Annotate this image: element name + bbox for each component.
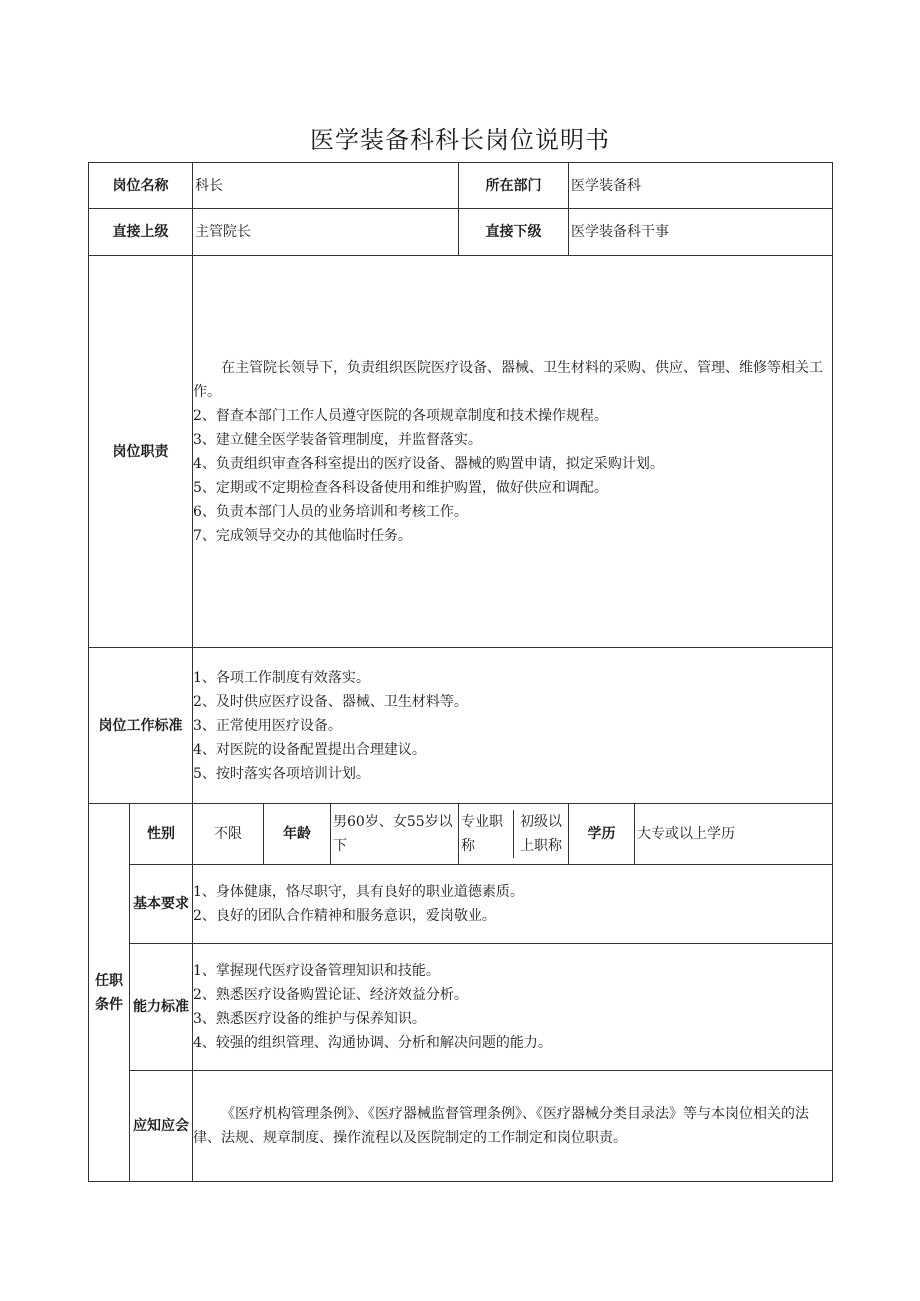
edu-value: 大专或以上学历 (635, 804, 833, 865)
title-value: 初级以上职称 (520, 814, 562, 854)
gender-label: 性别 (130, 804, 193, 865)
title-label (459, 804, 569, 865)
row-post-name (89, 163, 833, 209)
duty-item: 6、负责本部门人员的业务培训和考核工作。 (193, 503, 468, 520)
age-label: 年龄 (264, 804, 331, 865)
ability-item: 3、熟悉医疗设备的维护与保养知识。 (193, 1011, 426, 1027)
row-standards (89, 648, 833, 804)
duty-item: 3、建立健全医学装备管理制度，并监督落实。 (193, 431, 482, 448)
standard-item: 2、及时供应医疗设备、器械、卫生材料等。 (193, 693, 468, 710)
duty-item: 5、定期或不定期检查各科设备使用和维护购置，做好供应和调配。 (193, 479, 608, 496)
job-description-table (88, 162, 833, 1182)
duty-item: 4、负责组织审查各科室提出的医疗设备、器械的购置申请，拟定采购计划。 (193, 455, 664, 472)
row-knowledge (89, 1071, 833, 1182)
ability-item: 2、熟悉医疗设备购置论证、经济效益分析。 (193, 987, 468, 1003)
ability-item: 4、较强的组织管理、沟通协调、分析和解决问题的能力。 (193, 1035, 552, 1051)
standards-content (193, 648, 833, 804)
qualifications-label-line1: 任职 (95, 972, 123, 989)
qualifications-label-line2: 条件 (95, 996, 123, 1013)
basic-req-label: 基本要求 (130, 865, 193, 944)
document-title: 医学装备科科长岗位说明书 (310, 126, 610, 154)
superior-label: 直接上级 (89, 209, 193, 256)
knowledge-label: 应知应会 (130, 1071, 193, 1182)
ability-item: 1、掌握现代医疗设备管理知识和技能。 (193, 963, 440, 979)
knowledge-text: 《医疗机构管理条例》、《医疗器械监督管理条例》、《医疗器械分类目录法》等与本岗位相关的法律、法规、规章制度、操作流程以及医院制定的工作制定和岗位职责。 (193, 1106, 809, 1146)
ability-content (193, 944, 833, 1071)
subordinate-value: 医学装备科干事 (569, 209, 833, 256)
title-label-text: 专业职称 (459, 810, 514, 858)
row-superior (89, 209, 833, 256)
gender-value: 不限 (193, 804, 264, 865)
row-duties (89, 256, 833, 648)
standard-item: 4、对医院的设备配置提出合理建议。 (193, 741, 426, 758)
row-profile (89, 804, 833, 865)
age-value: 男60岁、女55岁以下 (331, 804, 459, 865)
ability-label: 能力标准 (130, 944, 193, 1071)
dept-value: 医学装备科 (569, 163, 833, 209)
post-name-label: 岗位名称 (89, 163, 193, 209)
row-basic-req (89, 865, 833, 944)
standards-label: 岗位工作标准 (89, 648, 193, 804)
edu-label: 学历 (569, 804, 635, 865)
basic-req-item: 1、身体健康，恪尽职守，具有良好的职业道德素质。 (193, 884, 524, 900)
subordinate-label: 直接下级 (459, 209, 569, 256)
duty-item: 7、完成领导交办的其他临时任务。 (193, 527, 412, 544)
basic-req-content (193, 865, 833, 944)
superior-value: 主管院长 (193, 209, 459, 256)
standard-item: 3、正常使用医疗设备。 (193, 717, 342, 734)
duty-item: 2、督查本部门工作人员遵守医院的各项规章制度和技术操作规程。 (193, 407, 608, 424)
standard-item: 1、各项工作制度有效落实。 (193, 669, 370, 686)
qualifications-label (89, 804, 130, 1182)
duties-intro: 在主管院长领导下，负责组织医院医疗设备、器械、卫生材料的采购、供应、管理、维修等相关工作。 (193, 359, 823, 400)
duties-content (193, 256, 833, 648)
knowledge-content (193, 1071, 833, 1182)
dept-label: 所在部门 (459, 163, 569, 209)
basic-req-item: 2、良好的团队合作精神和服务意识，爱岗敬业。 (193, 908, 496, 924)
duties-label: 岗位职责 (89, 256, 193, 648)
standard-item: 5、按时落实各项培训计划。 (193, 765, 370, 782)
row-ability (89, 944, 833, 1071)
post-name-value: 科长 (193, 163, 459, 209)
